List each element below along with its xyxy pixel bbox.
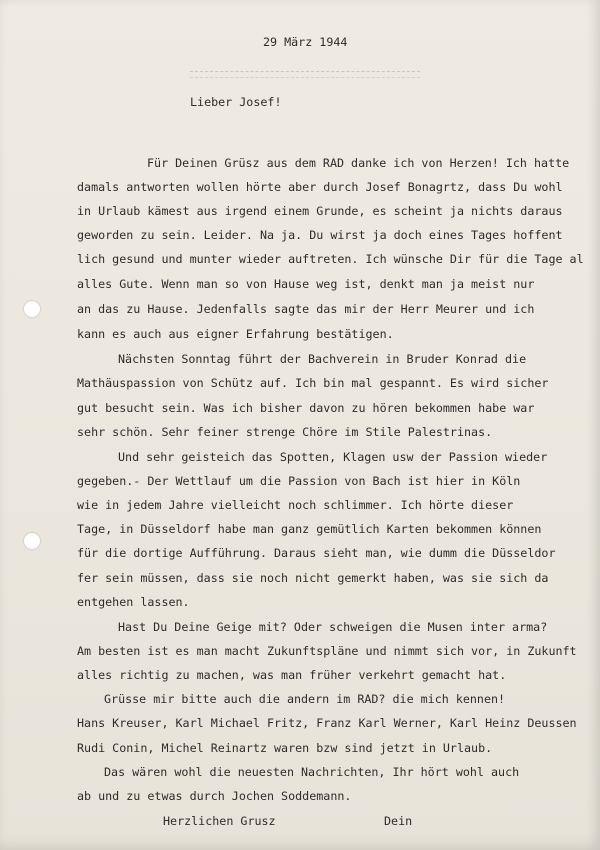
letter-line: damals antworten wollen hörte aber durch Josef Bonagrtz, dass Du wohl <box>77 180 563 194</box>
letter-signoff: Dein <box>384 814 413 828</box>
letter-line: Für Deinen Grüsz aus dem RAD danke ich von Herzen! Ich hatte <box>147 156 570 170</box>
letter-line: Rudi Conin, Michel Reinartz waren bzw sind jetzt in Urlaub. <box>77 741 493 755</box>
letter-line: für die dortige Aufführung. Daraus sieht man, wie dumm die Düsseldor <box>77 546 556 560</box>
letter-line: Grüsse mir bitte auch die andern im RAD? die mich kennen! <box>104 692 506 706</box>
letter-line: in Urlaub kämest aus irgend einem Grunde, es scheint ja nichts daraus <box>77 204 563 218</box>
letter-line: Und sehr geisteich das Spotten, Klagen usw der Passion wieder <box>118 450 548 464</box>
letter-salutation: Lieber Josef! <box>190 95 282 109</box>
letter-date: 29 März 1944 <box>263 35 348 49</box>
letter-closing: Herzlichen Grusz <box>163 814 276 828</box>
letter-line: Mathäuspassion von Schütz auf. Ich bin mal gespannt. Es wird sicher <box>77 376 549 390</box>
letter-line: alles richtig zu machen, was man früher verkehrt gemacht hat. <box>77 668 507 682</box>
letter-line: gut besucht sein. Was ich bisher davon zu hören bekommen habe war <box>77 401 535 415</box>
letter-line: fer sein müssen, dass sie noch nicht gemerkt haben, was sie sich da <box>77 571 549 585</box>
letter-line: an das zu Hause. Jedenfalls sagte das mir der Herr Meurer und ich <box>77 302 535 316</box>
letter-line: kann es auch aus eigner Erfahrung bestätigen. <box>77 327 394 341</box>
letter-line: entgehen lassen. <box>77 595 190 609</box>
letter-line: Hast Du Deine Geige mit? Oder schweigen die Musen inter arma? <box>118 620 548 634</box>
letter-line: lich gesund und munter wieder auftreten. Ich wünsche Dir für die Tage al <box>77 252 584 266</box>
letter-line: Nächsten Sonntag führt der Bachverein in Bruder Konrad die <box>118 352 527 366</box>
letter-line: Das wären wohl die neuesten Nachrichten, Ihr hört wohl auch <box>104 765 520 779</box>
letter-line: alles Gute. Wenn man so von Hause weg ist, denkt man ja meist nur <box>77 277 535 291</box>
letter-line: Hans Kreuser, Karl Michael Fritz, Franz Karl Werner, Karl Heinz Deussen <box>77 716 577 730</box>
letter-line: ab und zu etwas durch Jochen Soddemann. <box>77 789 352 803</box>
letter-line: Am besten ist es man macht Zukunftspläne und nimmt sich vor, in Zukunft <box>77 644 577 658</box>
letter-line: Tage, in Düsseldorf habe man ganz gemütlich Karten bekommen können <box>77 522 542 536</box>
letter-line: sehr schön. Sehr feiner strenge Chöre im Stile Palestrinas. <box>77 425 493 439</box>
letter-line: geworden zu sein. Leider. Na ja. Du wirst ja doch eines Tages hoffent <box>77 228 563 242</box>
letter-line: wie in jedem Jahre vielleicht noch schlimmer. Ich hörte dieser <box>77 498 514 512</box>
letter-line: gegeben.- Der Wettlauf um die Passion von Bach ist hier in Köln <box>77 474 521 488</box>
